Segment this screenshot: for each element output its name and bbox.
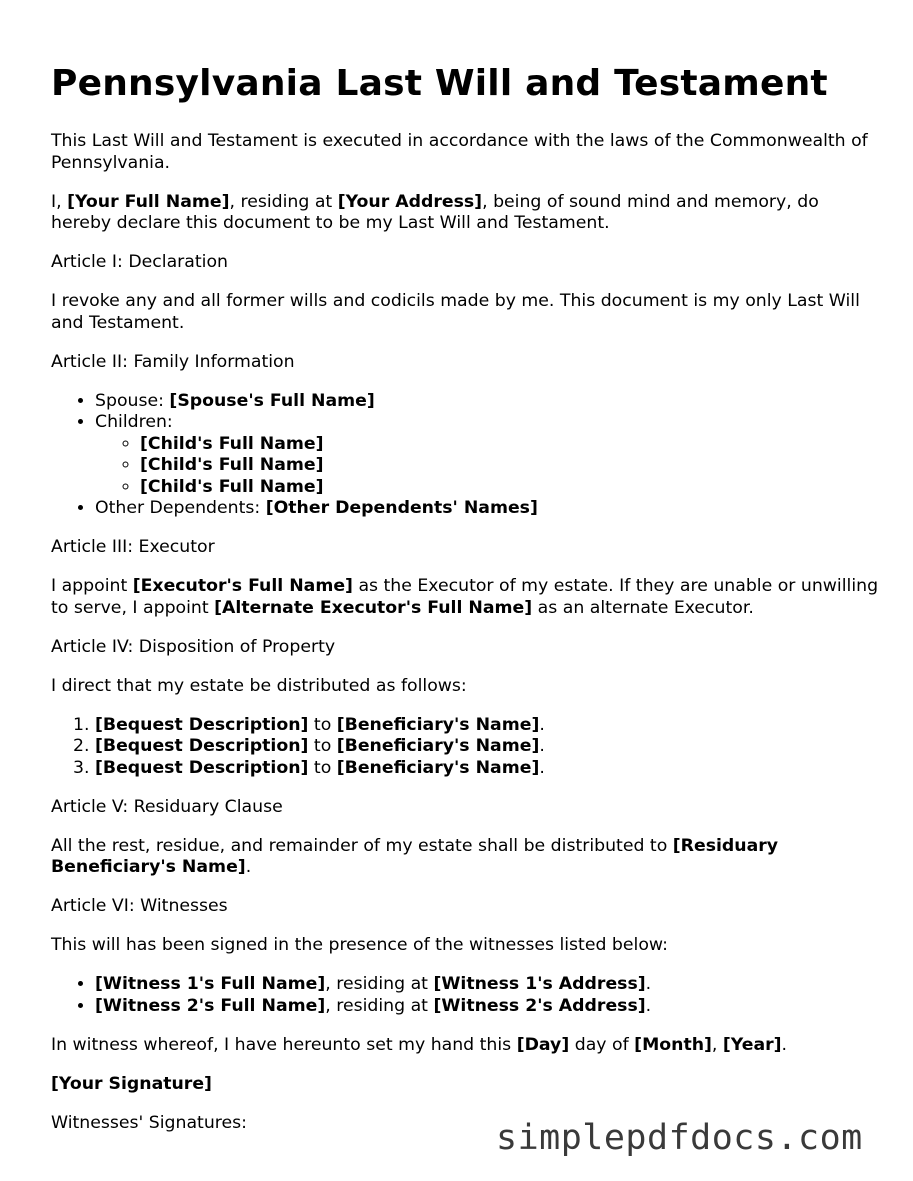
list-item-children: • Children: ◦ [Child's Full Name] ◦ [Child's Full Name] ◦ [Child's Full Name] bbox=[95, 412, 881, 498]
watermark-text: simplepdfdocs.com bbox=[496, 1118, 863, 1158]
article-5-heading: Article V: Residuary Clause bbox=[51, 796, 283, 817]
article-1-text: I revoke any and all former wills and codicils made by me. This document is my only Last Will and Testament. bbox=[51, 291, 860, 333]
article-6-heading: Article VI: Witnesses bbox=[51, 896, 228, 916]
declaration-paragraph bbox=[51, 192, 881, 235]
declaration-text: I, bbox=[51, 191, 68, 212]
testator-address-placeholder: [Your Address] bbox=[337, 191, 483, 212]
list-item-bequest: 3. [Bequest Description] to [Beneficiary's Name]. bbox=[95, 758, 881, 780]
list-item-bequest: 2. [Bequest Description] to [Beneficiary's Name]. bbox=[95, 736, 881, 758]
article-4-heading: Article IV: Disposition of Property bbox=[51, 636, 336, 657]
declaration-text: , being of sound mind and memory, do hereby declare this document to be my Last Will and Testament. bbox=[51, 191, 819, 233]
list-item-dependents: • Other Dependents: [Other Dependents' Names] bbox=[95, 498, 881, 520]
document-page bbox=[51, 62, 881, 1152]
article-3-text: I appoint [Executor's Full Name] as the Executor of my estate. If they are unable or unwilling to serve, I appoint [Alternate Executor's Full Name] as an alternate Executor. bbox=[51, 576, 879, 618]
declaration-text: , residing at bbox=[229, 191, 338, 212]
witness-list bbox=[51, 974, 881, 1017]
list-item-witness: • [Witness 1's Full Name], residing at [Witness 1's Address]. bbox=[95, 974, 881, 996]
closing-paragraph: In witness whereof, I have hereunto set my hand this [Day] day of [Month], [Year]. bbox=[51, 1034, 788, 1055]
list-item-child: ◦ [Child's Full Name] bbox=[140, 455, 881, 477]
executor-placeholder: [Executor's Full Name] bbox=[132, 576, 353, 596]
article-1-heading: Article I: Declaration bbox=[51, 252, 228, 272]
spouse-placeholder: [Spouse's Full Name] bbox=[169, 390, 375, 411]
family-list bbox=[51, 391, 881, 520]
article-6-text: This will has been signed in the presence of the witnesses listed below: bbox=[51, 935, 668, 955]
list-item-bequest: 1. [Bequest Description] to [Beneficiary's Name]. bbox=[95, 715, 881, 737]
day-placeholder: [Day] bbox=[516, 1034, 570, 1055]
witness-signatures-label: Witnesses' Signatures: bbox=[51, 1112, 247, 1133]
testator-name-placeholder: [Your Full Name] bbox=[67, 191, 230, 212]
residuary-beneficiary-placeholder: [Residuary Beneficiary's Name] bbox=[51, 835, 779, 877]
article-3-heading: Article III: Executor bbox=[51, 537, 215, 557]
list-item-spouse: • Spouse: [Spouse's Full Name] bbox=[95, 391, 881, 413]
article-4-text: I direct that my estate be distributed as follows: bbox=[51, 675, 467, 696]
article-2-heading: Article II: Family Information bbox=[51, 351, 295, 372]
article-5-text: All the rest, residue, and remainder of my estate shall be distributed to [Residuary Beneficiary's Name]. bbox=[51, 835, 779, 877]
children-list bbox=[95, 434, 881, 499]
alternate-executor-placeholder: [Alternate Executor's Full Name] bbox=[214, 597, 533, 618]
month-placeholder: [Month] bbox=[634, 1034, 712, 1055]
signature-line: [Your Signature] bbox=[51, 1073, 212, 1094]
list-item-witness: • [Witness 2's Full Name], residing at [Witness 2's Address]. bbox=[95, 996, 881, 1018]
year-placeholder: [Year] bbox=[722, 1034, 782, 1055]
list-item-child: ◦ [Child's Full Name] bbox=[140, 477, 881, 499]
dependents-placeholder: [Other Dependents' Names] bbox=[265, 498, 538, 518]
bequest-list bbox=[51, 715, 881, 780]
intro-paragraph: This Last Will and Testament is executed in accordance with the laws of the Commonwealth of Pennsylvania. bbox=[51, 131, 868, 173]
list-item-child: ◦ [Child's Full Name] bbox=[140, 434, 881, 456]
document-title: Pennsylvania Last Will and Testament bbox=[51, 63, 828, 104]
